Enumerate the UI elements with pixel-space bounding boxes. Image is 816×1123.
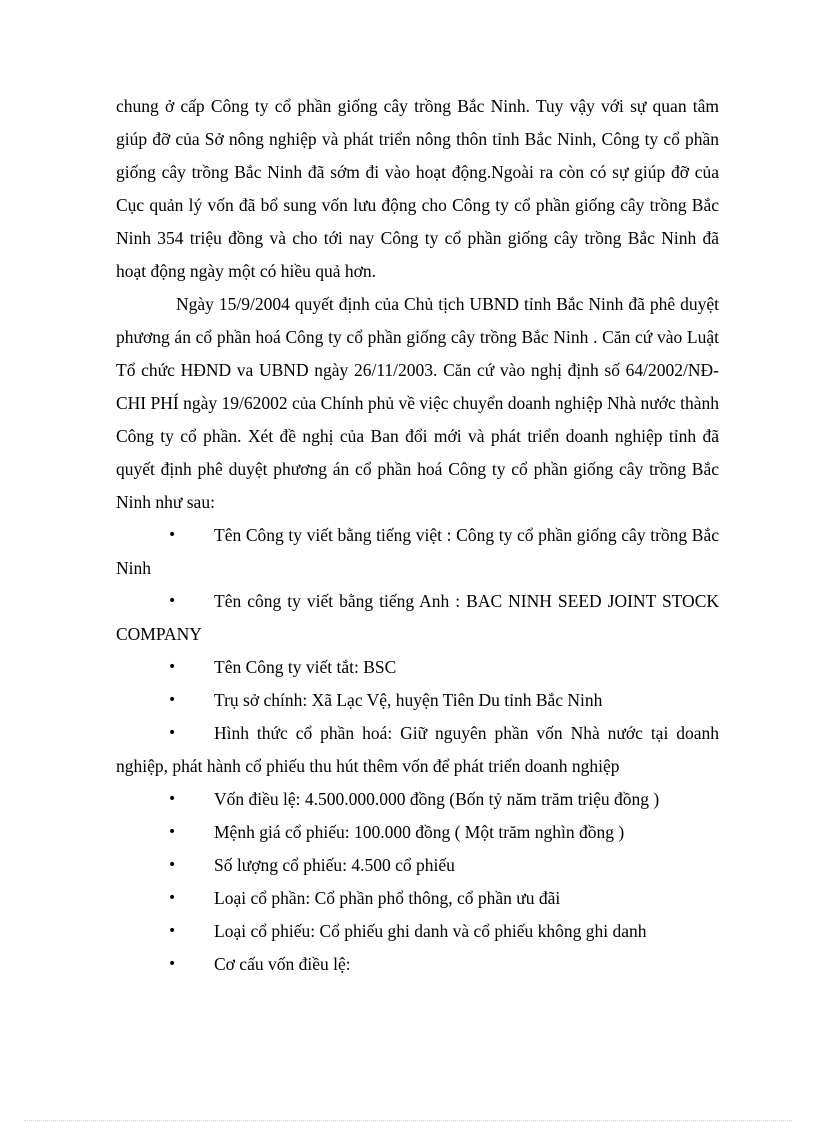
list-item-text: Loại cổ phiếu: Cổ phiếu ghi danh và cổ phiếu không ghi danh (214, 921, 647, 941)
list-item (116, 948, 719, 981)
paragraph-intro: chung ở cấp Công ty cổ phần giống cây trồng Bắc Ninh. Tuy vậy với sự quan tâm giúp đỡ của Sở nông nghiệp và phát triển nông thôn tỉnh Bắc Ninh, Công ty cổ phần giống cây trồng Bắc Ninh đã sớm đi vào hoạt động.Ngoài ra còn có sự giúp đỡ của Cục quản lý vốn đã bổ sung vốn lưu động cho Công ty cổ phần giống cây trồng Bắc Ninh 354 triệu đồng và cho tới nay Công ty cổ phần giống cây trồng Bắc Ninh đã hoạt động ngày một có hiều quả hơn. (116, 96, 719, 281)
list-item (116, 816, 719, 849)
bullet-icon: • (168, 692, 177, 708)
list-item (116, 882, 719, 915)
page-bottom-divider (24, 1120, 792, 1121)
list-item-text: Vốn điều lệ: 4.500.000.000 đồng (Bốn tỷ năm trăm triệu đồng ) (214, 789, 660, 809)
list-item-text: Tên Công ty viết bằng tiếng việt : Công ty cổ phần giống cây trồng Bắc Ninh (116, 525, 719, 578)
bullet-icon: • (168, 791, 177, 807)
bullet-icon: • (168, 857, 177, 873)
list-item (116, 585, 719, 651)
bullet-icon: • (168, 725, 177, 741)
bullet-icon: • (168, 923, 177, 939)
paragraph-decision: Ngày 15/9/2004 quyết định của Chủ tịch UBND tỉnh Bắc Ninh đã phê duyệt phương án cổ phần hoá Công ty cổ phần giống cây trồng Bắc Ninh . Căn cứ vào Luật Tổ chức HĐND va UBND ngày 26/11/2003. Căn cứ vào nghị định số 64/2002/NĐ-CHI PHÍ ngày 19/62002 của Chính phủ về việc chuyển doanh nghiệp Nhà nước thành Công ty cổ phần. Xét đề nghị của Ban đổi mới và phát triển doanh nghiệp tỉnh đã quyết định phê duyệt phương án cổ phần hoá Công ty cổ phần giống cây trồng Bắc Ninh như sau: (116, 294, 719, 512)
bullet-icon: • (168, 890, 177, 906)
bullet-icon: • (168, 956, 177, 972)
list-item-text: Số lượng cổ phiếu: 4.500 cổ phiếu (214, 855, 455, 875)
company-info-list (116, 519, 719, 981)
list-item (116, 717, 719, 783)
list-item-text: Mệnh giá cổ phiếu: 100.000 đồng ( Một trăm nghìn đồng ) (214, 822, 625, 842)
list-item-text: Trụ sở chính: Xã Lạc Vệ, huyện Tiên Du tỉnh Bắc Ninh (214, 690, 603, 710)
list-item (116, 783, 719, 816)
list-item (116, 519, 719, 585)
list-item (116, 915, 719, 948)
list-item-text: Loại cổ phần: Cổ phần phổ thông, cổ phần ưu đãi (214, 888, 561, 908)
list-item (116, 849, 719, 882)
bullet-icon: • (168, 527, 177, 543)
bullet-icon: • (168, 659, 177, 675)
list-item (116, 684, 719, 717)
list-item (116, 651, 719, 684)
list-item-text: Cơ cấu vốn điều lệ: (214, 954, 351, 974)
list-item-text: Tên công ty viết bằng tiếng Anh : BAC NINH SEED JOINT STOCK COMPANY (116, 591, 719, 644)
document-body (116, 90, 719, 981)
bullet-icon: • (168, 593, 177, 609)
list-item-text: Hình thức cổ phần hoá: Giữ nguyên phần vốn Nhà nước tại doanh nghiệp, phát hành cổ phiếu thu hút thêm vốn để phát triển doanh nghiệp (116, 723, 719, 776)
bullet-icon: • (168, 824, 177, 840)
list-item-text: Tên Công ty viết tắt: BSC (214, 657, 397, 677)
